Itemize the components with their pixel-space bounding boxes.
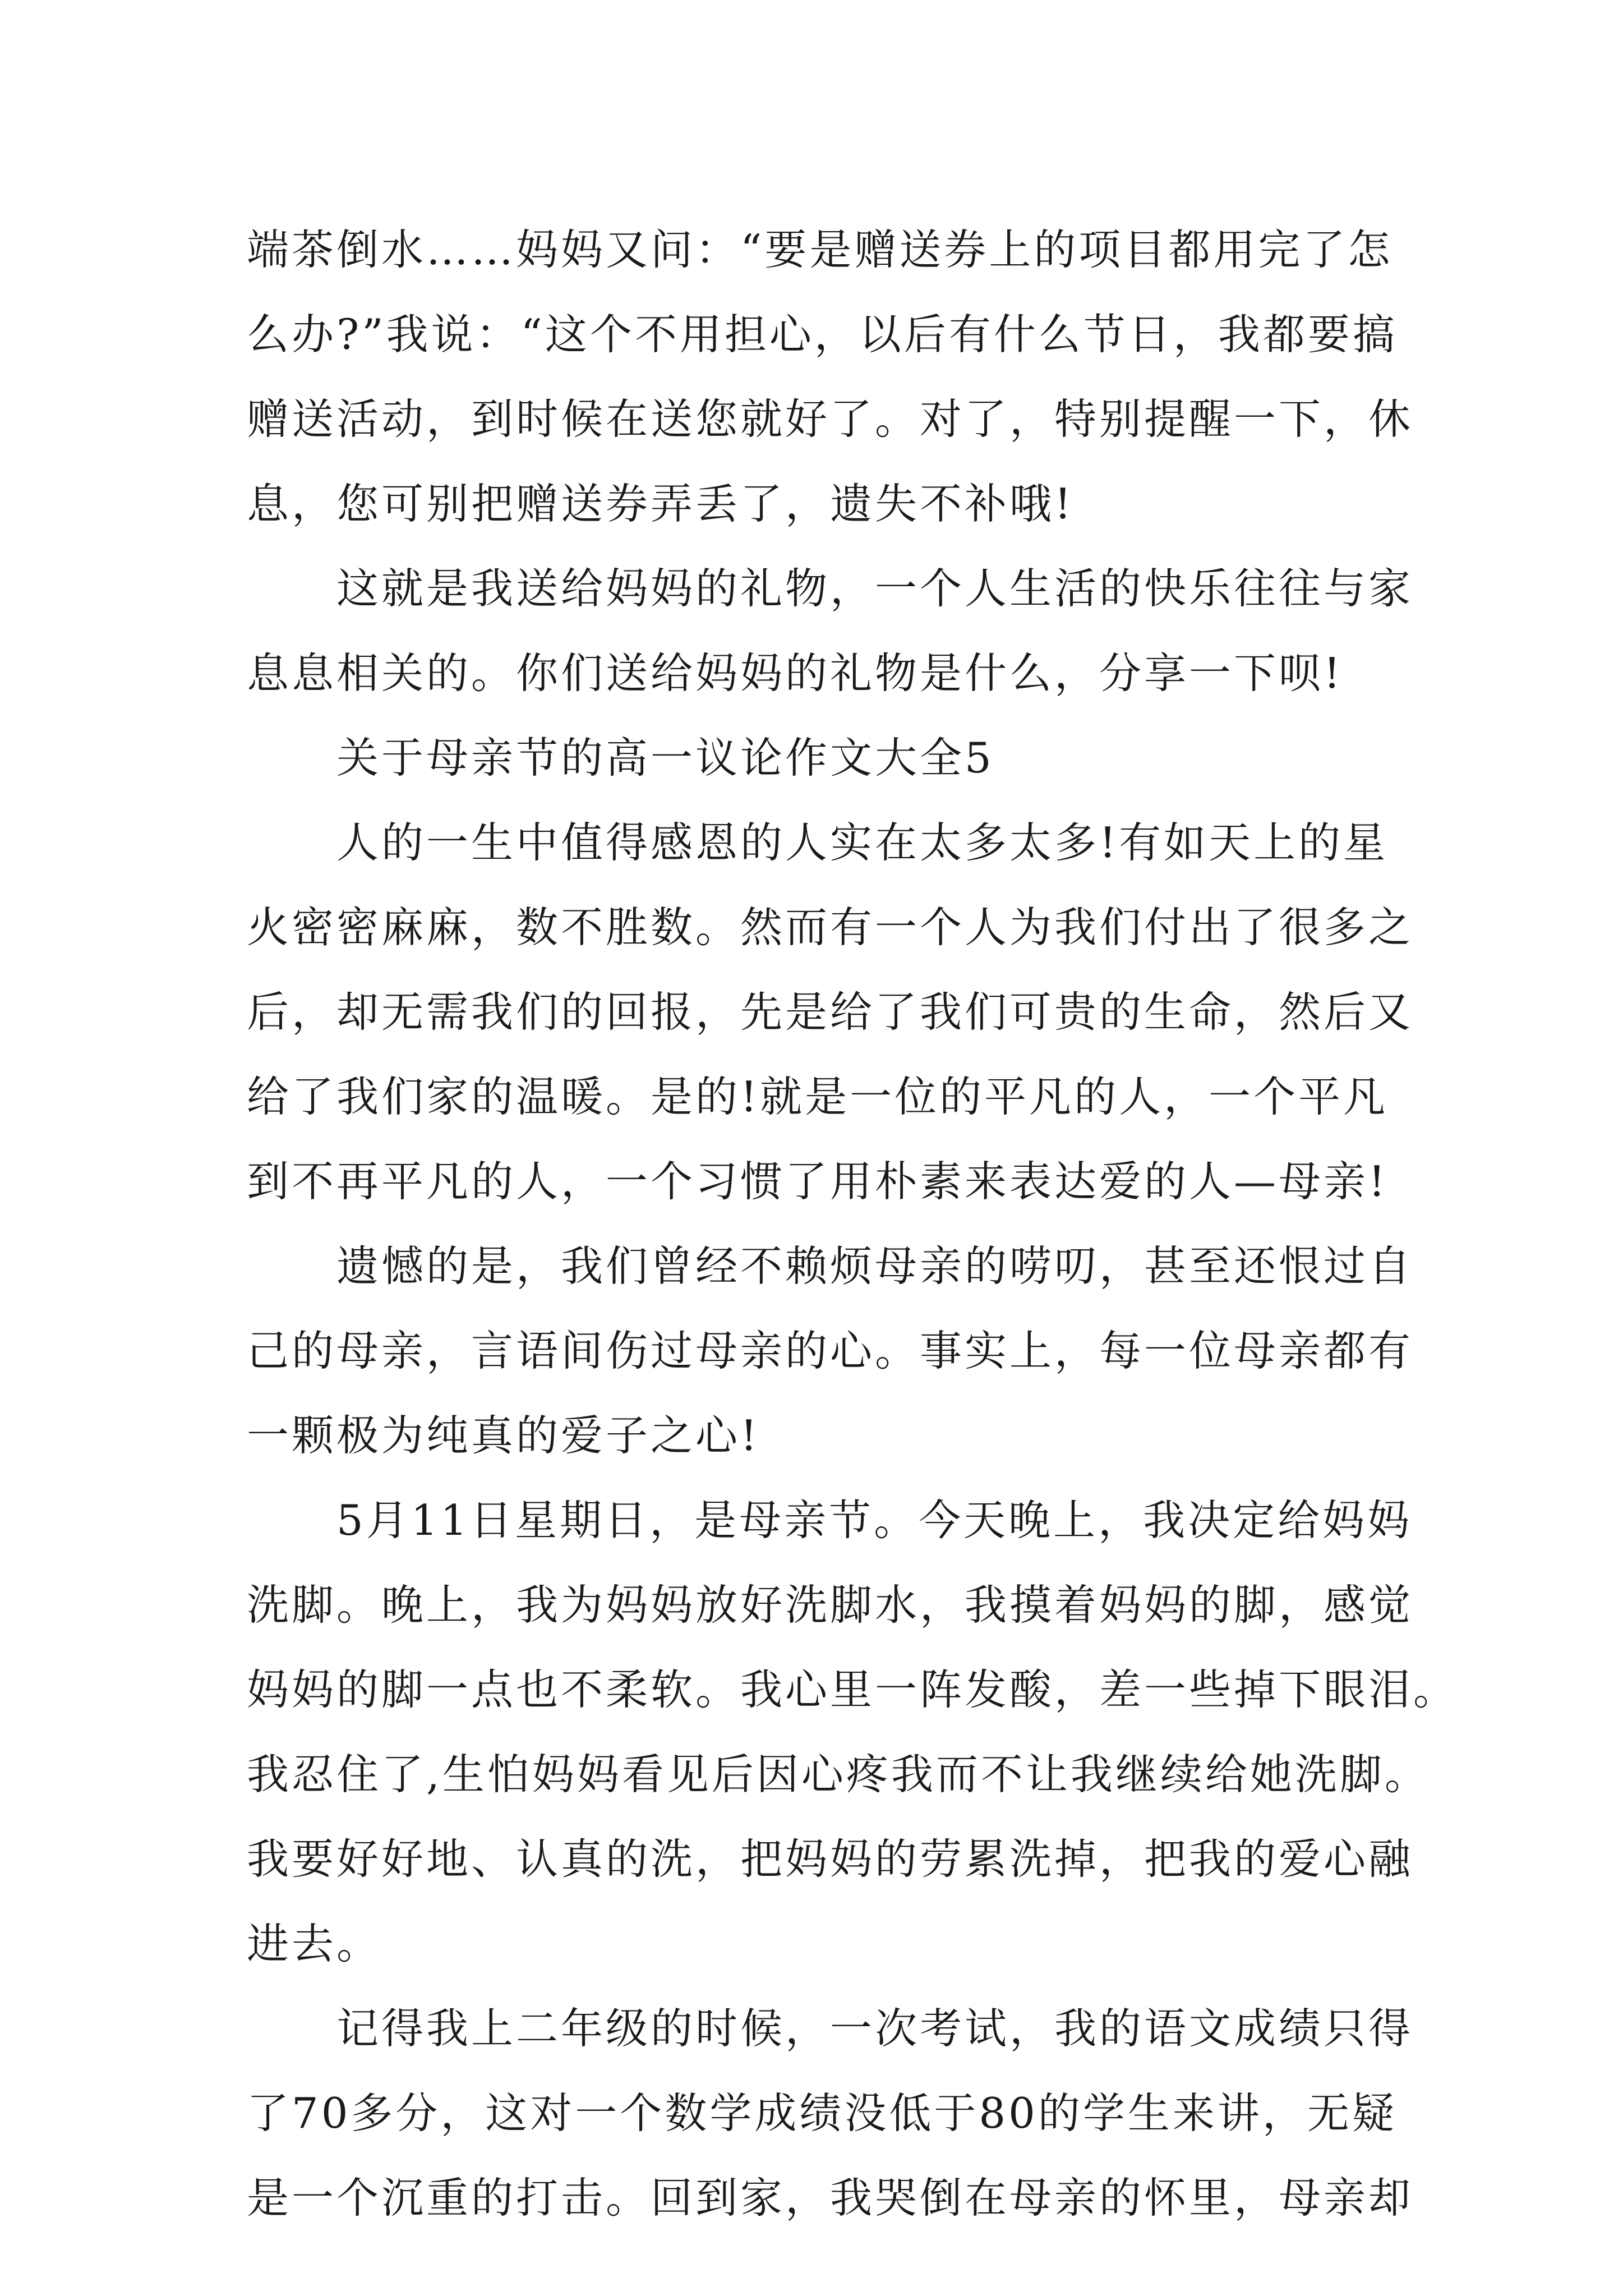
text-line: 息息相关的。你们送给妈妈的礼物是什么，分享一下呗! <box>247 648 1344 698</box>
text-line: 是一个沉重的打击。回到家，我哭倒在母亲的怀里，母亲却 <box>247 2173 1414 2223</box>
text-line: 给了我们家的温暖。是的!就是一位的平凡的人，一个平凡 <box>247 1072 1389 1121</box>
text-line: 到不再平凡的人，一个习惯了用朴素来表达爱的人—母亲! <box>247 1157 1389 1206</box>
text-line: 端茶倒水……妈妈又问：“要是赠送券上的项目都用完了怎 <box>247 225 1393 274</box>
paragraph-first-line: 5月11日星期日，是母亲节。今天晚上，我决定给妈妈 <box>336 1496 1413 1545</box>
paragraph-first-line: 人的一生中值得感恩的人实在太多太多!有如天上的星 <box>336 818 1389 867</box>
text-line: 息，您可别把赠送券弄丢了，遗失不补哦! <box>247 479 1075 528</box>
paragraph-first-line: 遗憾的是，我们曾经不赖烦母亲的唠叨，甚至还恨过自 <box>336 1241 1414 1291</box>
document-body <box>247 208 1459 2240</box>
text-line: 妈妈的脚一点也不柔软。我心里一阵发酸，差一些掉下眼泪。 <box>247 1665 1459 1714</box>
text-line: 己的母亲，言语间伤过母亲的心。事实上，每一位母亲都有 <box>247 1326 1414 1375</box>
text-line: 我忍住了,生怕妈妈看见后因心疼我而不让我继续给她洗脚。 <box>247 1750 1430 1799</box>
text-line: 么办?”我说：“这个不用担心，以后有什么节日，我都要搞 <box>247 310 1398 359</box>
text-line: 火密密麻麻，数不胜数。然而有一个人为我们付出了很多之 <box>247 903 1414 952</box>
text-line: 一颗极为纯真的爱子之心! <box>247 1411 760 1460</box>
text-line: 后，却无需我们的回报，先是给了我们可贵的生命，然后又 <box>247 987 1414 1037</box>
paragraph-first-line: 记得我上二年级的时候，一次考试，我的语文成绩只得 <box>336 2004 1414 2053</box>
text-line: 我要好好地、认真的洗，把妈妈的劳累洗掉，把我的爱心融 <box>247 1834 1414 1884</box>
paragraph-first-line: 这就是我送给妈妈的礼物，一个人生活的快乐往往与家 <box>336 564 1414 613</box>
text-line: 了70多分，这对一个数学成绩没低于80的学生来讲，无疑 <box>247 2088 1397 2138</box>
text-line: 进去。 <box>247 1919 382 1968</box>
section-heading: 关于母亲节的高一议论作文大全5 <box>336 733 994 783</box>
text-line: 洗脚。晚上，我为妈妈放好洗脚水，我摸着妈妈的脚，感觉 <box>247 1580 1414 1630</box>
text-line: 赠送活动，到时候在送您就好了。对了，特别提醒一下，休 <box>247 394 1414 444</box>
